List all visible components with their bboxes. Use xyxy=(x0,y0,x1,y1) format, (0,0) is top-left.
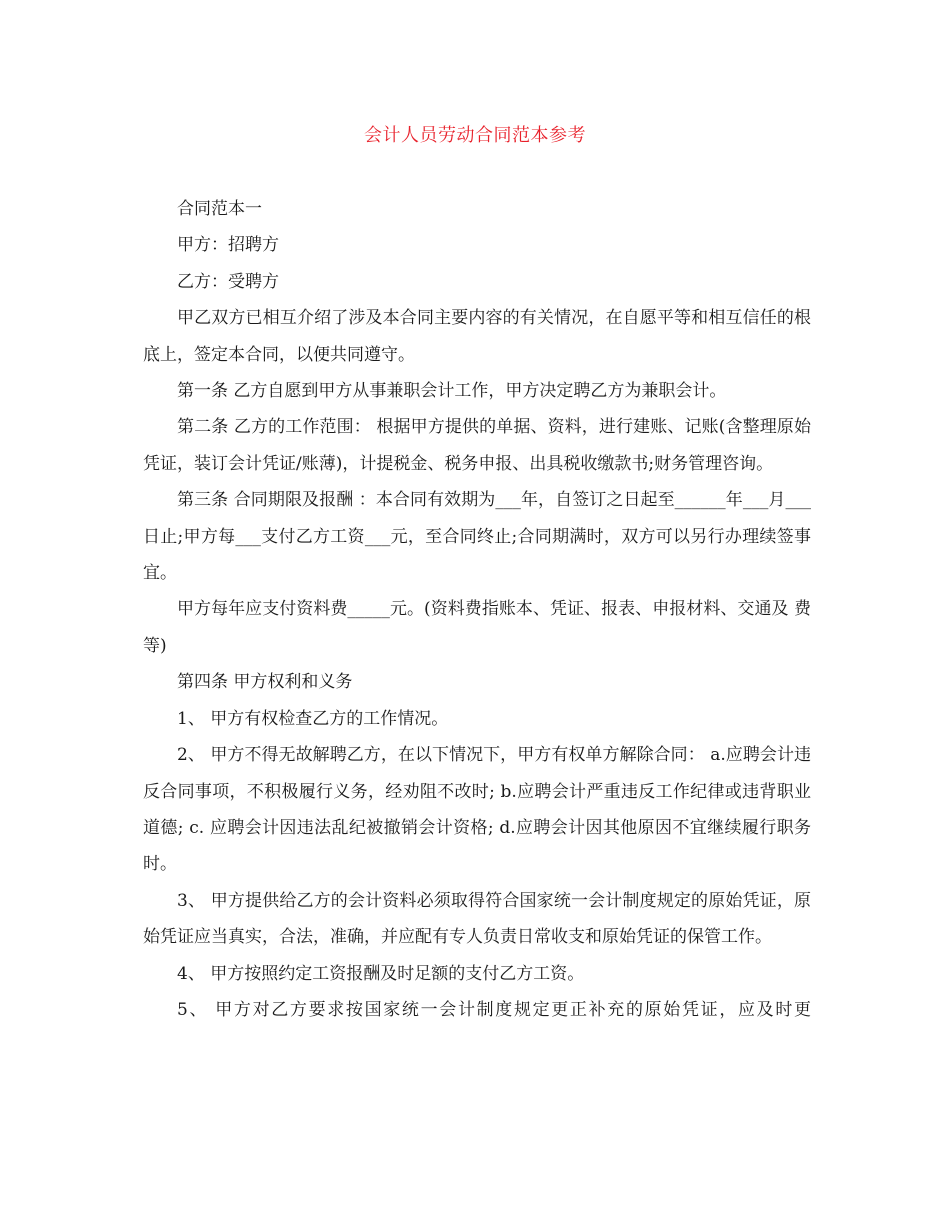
paragraph-material-fee: 甲方每年应支付资料费_____元。(资料费指账本、凭证、报表、申报材料、交通及 费等) xyxy=(143,599,811,656)
paragraph-article-1: 第一条 乙方自愿到甲方从事兼职会计工作，甲方决定聘乙方为兼职会计。 xyxy=(177,381,727,402)
paragraph-item-1: 1、 甲方有权检查乙方的工作情况。 xyxy=(177,708,449,729)
paragraph-party-b: 乙方：受聘方 xyxy=(177,271,279,292)
document-title: 会计人员劳动合同范本参考 xyxy=(364,125,586,146)
paragraph-preamble: 甲乙双方已相互介绍了涉及本合同主要内容的有关情况，在自愿平等和相互信任的根底上，签定本合同，以便共同遵守。 xyxy=(143,308,811,365)
paragraph-item-5: 5、 甲方对乙方要求按国家统一会计制度规定更正补充的原始凭证，应及时更 xyxy=(177,999,811,1020)
paragraph-contract-sample-heading: 合同范本一 xyxy=(177,199,262,219)
paragraph-item-3: 3、 甲方提供给乙方的会计资料必须取得符合国家统一会计制度规定的原始凭证，原始凭证应当真实，合法，准确，并应配有专人负责日常收支和原始凭证的保管工作。 xyxy=(143,890,811,948)
paragraph-article-4-heading: 第四条 甲方权利和义务 xyxy=(177,672,353,693)
document-body xyxy=(143,191,811,1028)
paragraph-item-2: 2、 甲方不得无故解聘乙方，在以下情况下，甲方有权单方解除合同： a.应聘会计违反合同事项，不积极履行义务，经劝阻不改时; b.应聘会计严重违反工作纪律或违背职业道德; c. 应聘会计因违法乱纪被撤销会计资格; d.应聘会计因其他原因不宜继续履行职务时。 xyxy=(143,745,811,875)
paragraph-item-4: 4、 甲方按照约定工资报酬及时足额的支付乙方工资。 xyxy=(177,963,585,984)
paragraph-article-3: 第三条 合同期限及报酬 ：本合同有效期为___年，自签订之日起至______年___月___日止;甲方每___支付乙方工资___元，至合同终止;合同期满时，双方可以另行办理续签事宜。 xyxy=(143,490,811,584)
paragraph-article-2: 第二条 乙方的工作范围： 根据甲方提供的单据、资料，进行建账、记账(含整理原始凭证，装订会计凭证/账薄)，计提税金、税务申报、出具税收缴款书;财务管理咨询。 xyxy=(143,417,811,474)
paragraph-party-a: 甲方：招聘方 xyxy=(177,235,279,256)
